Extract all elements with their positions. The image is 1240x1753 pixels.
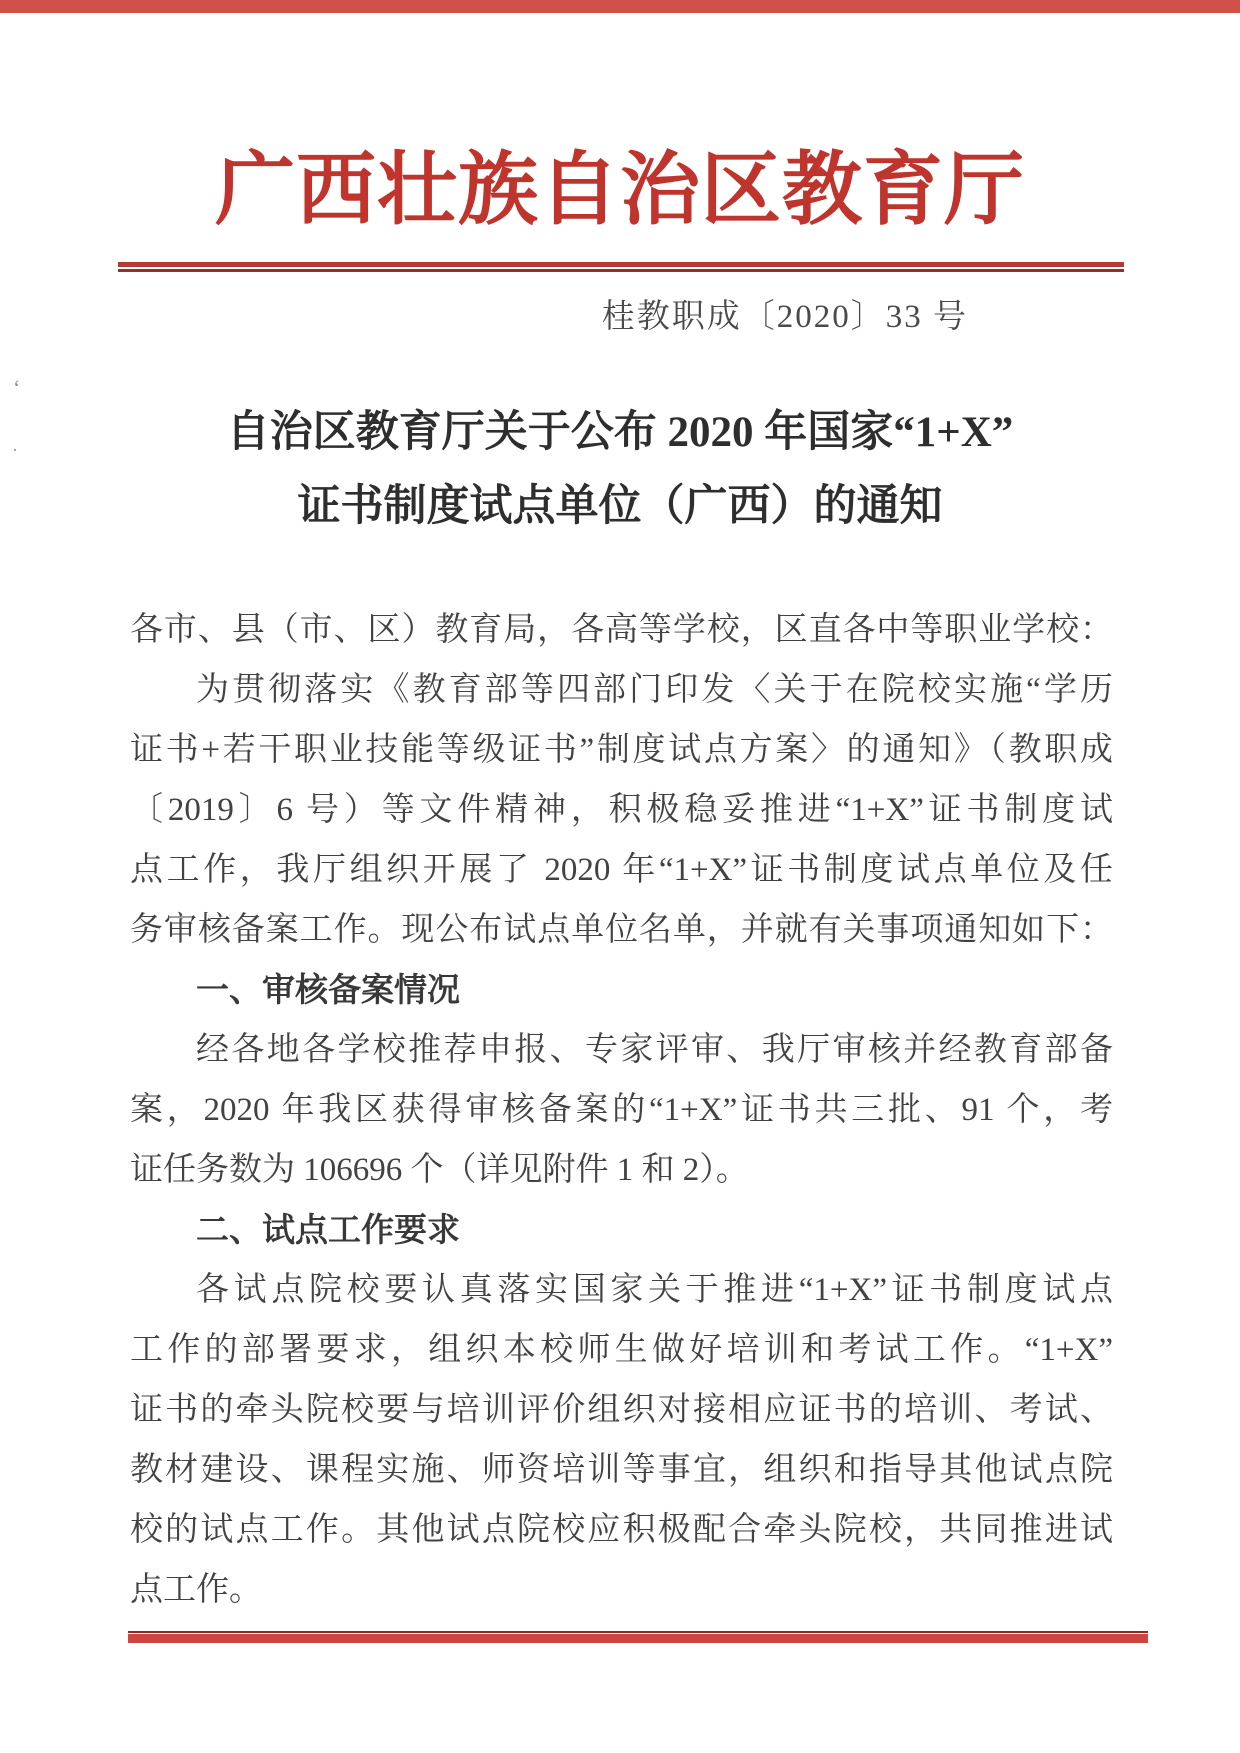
body-line: 为贯彻落实《教育部等四部门印发〈关于在院校实施“学历 xyxy=(196,672,1113,708)
scan-speck: ʻ xyxy=(13,375,21,400)
page-bottom-red-rule xyxy=(128,1631,1148,1643)
body-line: 教材建设、课程实施、师资培训等事宜，组织和指导其他试点院 xyxy=(130,1452,1113,1488)
section-heading-2: 二、试点工作要求 xyxy=(196,1211,460,1248)
bottom-rule-thick xyxy=(128,1634,1148,1643)
section-heading-1: 一、审核备案情况 xyxy=(196,971,460,1008)
body-line: 证任务数为 106696 个（详见附件 1 和 2）。 xyxy=(130,1152,749,1188)
document-body xyxy=(130,600,1113,1620)
body-line: 案，2020 年我区获得审核备案的“1+X”证书共三批、91 个，考 xyxy=(130,1092,1113,1128)
letterhead-rule xyxy=(118,262,1124,272)
body-line: 证书+若干职业技能等级证书”制度试点方案〉的通知》（教职成 xyxy=(130,732,1113,768)
document-title-line-1: 自治区教育厅关于公布 2020 年国家“1+X” xyxy=(226,409,1014,456)
body-line: 点工作。 xyxy=(130,1572,262,1608)
body-line: 工作的部署要求，组织本校师生做好培训和考试工作。“1+X” xyxy=(130,1332,1113,1368)
document-title-line-2: 证书制度试点单位（广西）的通知 xyxy=(297,483,943,530)
document-title xyxy=(0,396,1240,544)
letterhead-rule-thin xyxy=(118,269,1124,272)
body-line: 〔2019〕6 号）等文件精神，积极稳妥推进“1+X”证书制度试 xyxy=(130,792,1113,828)
body-line: 各试点院校要认真落实国家关于推进“1+X”证书制度试点 xyxy=(196,1272,1113,1308)
page-top-red-bar xyxy=(0,0,1240,13)
body-line: 校的试点工作。其他试点院校应积极配合牵头院校，共同推进试 xyxy=(130,1512,1113,1548)
body-line: 点工作，我厅组织开展了 2020 年“1+X”证书制度试点单位及任 xyxy=(130,852,1113,888)
scan-speck: · xyxy=(12,440,18,460)
body-line: 务审核备案工作。现公布试点单位名单，并就有关事项通知如下： xyxy=(130,912,1113,948)
salutation-line: 各市、县（市、区）教育局，各高等学校，区直各中等职业学校： xyxy=(130,612,1113,648)
document-number: 桂教职成〔2020〕33 号 xyxy=(601,299,968,335)
body-line: 证书的牵头院校要与培训评价组织对接相应证书的培训、考试、 xyxy=(130,1392,1113,1428)
letterhead-org-name: 广西壮族自治区教育厅 xyxy=(215,147,1025,235)
body-line: 经各地各学校推荐申报、专家评审、我厅审核并经教育部备 xyxy=(196,1032,1113,1068)
